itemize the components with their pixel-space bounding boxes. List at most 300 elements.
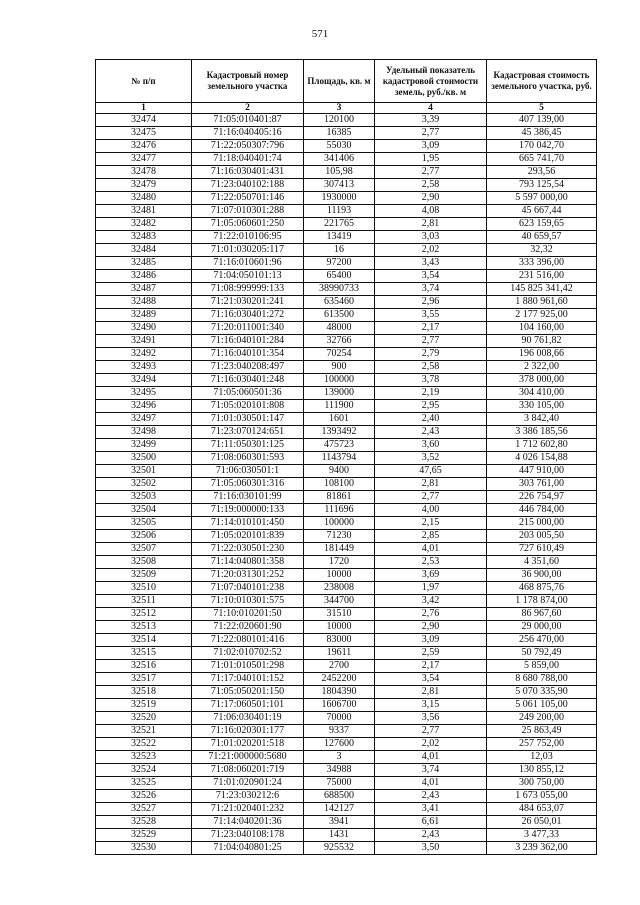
table-row: [96, 504, 597, 517]
cadastral-value-cell: 1 880 961,60: [487, 296, 597, 309]
cadastral-number-cell: 71:14:010101:450: [192, 517, 304, 530]
cadastral-value-cell: 170 042,70: [487, 140, 597, 153]
table-row: [96, 283, 597, 296]
cadastral-value-cell: 145 825 341,42: [487, 283, 597, 296]
table-row: [96, 244, 597, 257]
row-number-cell: 32520: [96, 712, 192, 725]
unit-value-cell: 47,65: [375, 465, 487, 478]
row-number-cell: 32480: [96, 192, 192, 205]
cadastral-value-cell: 257 752,00: [487, 738, 597, 751]
unit-value-cell: 3,42: [375, 595, 487, 608]
unit-value-cell: 2,79: [375, 348, 487, 361]
table-row: [96, 478, 597, 491]
unit-value-cell: 2,58: [375, 179, 487, 192]
unit-value-cell: 2,40: [375, 413, 487, 426]
cadastral-value-cell: 40 659,57: [487, 231, 597, 244]
cadastral-number-cell: 71:01:030501:147: [192, 413, 304, 426]
cadastral-value-cell: 231 516,00: [487, 270, 597, 283]
area-cell: 221765: [304, 218, 375, 231]
unit-value-cell: 6,61: [375, 816, 487, 829]
table-row: [96, 634, 597, 647]
area-cell: 100000: [304, 374, 375, 387]
cadastral-value-cell: 36 900,00: [487, 569, 597, 582]
table-row: [96, 738, 597, 751]
cadastral-number-cell: 71:05:060501:36: [192, 387, 304, 400]
table-row: [96, 595, 597, 608]
area-cell: 1601: [304, 413, 375, 426]
cadastral-number-cell: 71:23:040102:188: [192, 179, 304, 192]
area-cell: 635460: [304, 296, 375, 309]
area-cell: 1606700: [304, 699, 375, 712]
cadastral-number-cell: 71:20:031301:252: [192, 569, 304, 582]
row-number-cell: 32487: [96, 283, 192, 296]
unit-value-cell: 2,85: [375, 530, 487, 543]
unit-value-cell: 2,59: [375, 647, 487, 660]
cadastral-number-cell: 71:08:999999:133: [192, 283, 304, 296]
cadastral-value-cell: 45 667,44: [487, 205, 597, 218]
area-cell: 9400: [304, 465, 375, 478]
row-number-cell: 32528: [96, 816, 192, 829]
unit-value-cell: 3,09: [375, 140, 487, 153]
unit-value-cell: 3,52: [375, 452, 487, 465]
row-number-cell: 32476: [96, 140, 192, 153]
cadastral-value-cell: 330 105,00: [487, 400, 597, 413]
cadastral-value-cell: 3 842,40: [487, 413, 597, 426]
cadastral-value-cell: 3 477,33: [487, 829, 597, 842]
cadastral-value-cell: 130 855,12: [487, 764, 597, 777]
cadastral-number-cell: 71:16:030401:248: [192, 374, 304, 387]
unit-value-cell: 3,74: [375, 283, 487, 296]
cadastral-value-cell: 447 910,00: [487, 465, 597, 478]
table-row: [96, 153, 597, 166]
header-cadastral-value: Кадастровая стоимость земельного участка, руб.: [487, 60, 597, 103]
table-row: [96, 335, 597, 348]
row-number-cell: 32518: [96, 686, 192, 699]
unit-value-cell: 1,97: [375, 582, 487, 595]
table-row: [96, 725, 597, 738]
area-cell: 3941: [304, 816, 375, 829]
table-row: [96, 322, 597, 335]
row-number-cell: 32479: [96, 179, 192, 192]
table-row: [96, 712, 597, 725]
table-row: [96, 569, 597, 582]
cadastral-value-cell: 203 005,50: [487, 530, 597, 543]
area-cell: 34988: [304, 764, 375, 777]
unit-value-cell: 2,53: [375, 556, 487, 569]
cadastral-number-cell: 71:08:060301:593: [192, 452, 304, 465]
cadastral-number-cell: 71:06:030401:19: [192, 712, 304, 725]
cadastral-number-cell: 71:10:010201:50: [192, 608, 304, 621]
area-cell: 2452200: [304, 673, 375, 686]
unit-value-cell: 2,17: [375, 322, 487, 335]
cadastral-number-cell: 71:16:020301:177: [192, 725, 304, 738]
cadastral-number-cell: 71:17:060501:101: [192, 699, 304, 712]
cadastral-number-cell: 71:05:060301:316: [192, 478, 304, 491]
table-row: [96, 413, 597, 426]
row-number-cell: 32491: [96, 335, 192, 348]
table-row: [96, 231, 597, 244]
row-number-cell: 32489: [96, 309, 192, 322]
cadastral-value-cell: 3 386 185,56: [487, 426, 597, 439]
area-cell: 111900: [304, 400, 375, 413]
unit-value-cell: 2,43: [375, 829, 487, 842]
cadastral-number-cell: 71:01:030205:117: [192, 244, 304, 257]
area-cell: 181449: [304, 543, 375, 556]
row-number-cell: 32507: [96, 543, 192, 556]
table-row: [96, 348, 597, 361]
cadastral-value-cell: 215 000,00: [487, 517, 597, 530]
area-cell: 32766: [304, 335, 375, 348]
area-cell: 83000: [304, 634, 375, 647]
header-area: Площадь, кв. м: [304, 60, 375, 103]
cadastral-number-cell: 71:22:030501:230: [192, 543, 304, 556]
cadastral-number-cell: 71:05:010401:87: [192, 114, 304, 127]
table-row: [96, 621, 597, 634]
row-number-cell: 32519: [96, 699, 192, 712]
unit-value-cell: 3,39: [375, 114, 487, 127]
unit-value-cell: 2,90: [375, 621, 487, 634]
cadastral-number-cell: 71:01:020201:518: [192, 738, 304, 751]
area-cell: 307413: [304, 179, 375, 192]
table-row: [96, 582, 597, 595]
unit-value-cell: 3,09: [375, 634, 487, 647]
row-number-cell: 32521: [96, 725, 192, 738]
cadastral-value-cell: 2 177 925,00: [487, 309, 597, 322]
cadastral-number-cell: 71:20:011001:340: [192, 322, 304, 335]
table-row: [96, 790, 597, 803]
area-cell: 55030: [304, 140, 375, 153]
area-cell: 75000: [304, 777, 375, 790]
unit-value-cell: 2,43: [375, 426, 487, 439]
cadastral-number-cell: 71:16:040101:354: [192, 348, 304, 361]
table-row: [96, 816, 597, 829]
cadastral-value-table: [95, 59, 597, 855]
cadastral-number-cell: 71:16:040101:284: [192, 335, 304, 348]
table-row: [96, 777, 597, 790]
area-cell: 613500: [304, 309, 375, 322]
cadastral-value-cell: 4 026 154,88: [487, 452, 597, 465]
table-row: [96, 686, 597, 699]
row-number-cell: 32475: [96, 127, 192, 140]
unit-value-cell: 2,77: [375, 725, 487, 738]
cadastral-number-cell: 71:07:010301:288: [192, 205, 304, 218]
cadastral-number-cell: 71:23:040108:178: [192, 829, 304, 842]
area-cell: 925532: [304, 842, 375, 855]
column-number: 3: [304, 103, 375, 114]
cadastral-number-cell: 71:05:050201:150: [192, 686, 304, 699]
table-row: [96, 439, 597, 452]
cadastral-value-cell: 5 061 105,00: [487, 699, 597, 712]
header-unit-value: Удельный показатель кадастровой стоимости земель, руб./кв. м: [375, 60, 487, 103]
area-cell: 900: [304, 361, 375, 374]
column-number: 5: [487, 103, 597, 114]
area-cell: 1804390: [304, 686, 375, 699]
unit-value-cell: 2,15: [375, 517, 487, 530]
cadastral-value-cell: 1 673 055,00: [487, 790, 597, 803]
cadastral-number-cell: 71:22:080101:416: [192, 634, 304, 647]
area-cell: 13419: [304, 231, 375, 244]
unit-value-cell: 2,76: [375, 608, 487, 621]
area-cell: 688500: [304, 790, 375, 803]
unit-value-cell: 2,96: [375, 296, 487, 309]
row-number-cell: 32517: [96, 673, 192, 686]
area-cell: 2700: [304, 660, 375, 673]
cadastral-value-cell: 484 653,07: [487, 803, 597, 816]
unit-value-cell: 2,95: [375, 400, 487, 413]
row-number-cell: 32524: [96, 764, 192, 777]
cadastral-number-cell: 71:04:050101:13: [192, 270, 304, 283]
table-row: [96, 257, 597, 270]
cadastral-value-cell: 446 784,00: [487, 504, 597, 517]
row-number-cell: 32495: [96, 387, 192, 400]
row-number-cell: 32527: [96, 803, 192, 816]
area-cell: 1143794: [304, 452, 375, 465]
row-number-cell: 32488: [96, 296, 192, 309]
table-row: [96, 218, 597, 231]
page-number: 571: [311, 28, 329, 40]
column-number: 1: [96, 103, 192, 114]
row-number-cell: 32510: [96, 582, 192, 595]
cadastral-number-cell: 71:10:010301:575: [192, 595, 304, 608]
table-row: [96, 543, 597, 556]
area-cell: 38990733: [304, 283, 375, 296]
cadastral-number-cell: 71:06:030501:1: [192, 465, 304, 478]
unit-value-cell: 3,78: [375, 374, 487, 387]
table-row: [96, 517, 597, 530]
row-number-cell: 32493: [96, 361, 192, 374]
table-row: [96, 192, 597, 205]
unit-value-cell: 3,55: [375, 309, 487, 322]
table-row: [96, 829, 597, 842]
row-number-cell: 32485: [96, 257, 192, 270]
unit-value-cell: 3,15: [375, 699, 487, 712]
unit-value-cell: 2,81: [375, 478, 487, 491]
area-cell: 238008: [304, 582, 375, 595]
cadastral-number-cell: 71:16:040405:16: [192, 127, 304, 140]
table-row: [96, 465, 597, 478]
table-row: [96, 491, 597, 504]
cadastral-number-cell: 71:05:020101:839: [192, 530, 304, 543]
unit-value-cell: 2,77: [375, 127, 487, 140]
table-row: [96, 296, 597, 309]
row-number-cell: 32502: [96, 478, 192, 491]
cadastral-value-cell: 50 792,49: [487, 647, 597, 660]
table-row: [96, 309, 597, 322]
row-number-cell: 32484: [96, 244, 192, 257]
cadastral-number-cell: 71:22:050701:146: [192, 192, 304, 205]
area-cell: 111696: [304, 504, 375, 517]
cadastral-number-cell: 71:16:030401:431: [192, 166, 304, 179]
cadastral-number-cell: 71:05:020101:808: [192, 400, 304, 413]
area-cell: 70254: [304, 348, 375, 361]
row-number-cell: 32492: [96, 348, 192, 361]
row-number-cell: 32474: [96, 114, 192, 127]
cadastral-number-cell: 71:22:010106:95: [192, 231, 304, 244]
cadastral-number-cell: 71:21:000000:5680: [192, 751, 304, 764]
cadastral-value-cell: 5 859,00: [487, 660, 597, 673]
row-number-cell: 32497: [96, 413, 192, 426]
cadastral-number-cell: 71:07:040101:238: [192, 582, 304, 595]
row-number-cell: 32481: [96, 205, 192, 218]
unit-value-cell: 4,01: [375, 751, 487, 764]
row-number-cell: 32505: [96, 517, 192, 530]
table-row: [96, 673, 597, 686]
area-cell: 139000: [304, 387, 375, 400]
cadastral-number-cell: 71:21:020401:232: [192, 803, 304, 816]
unit-value-cell: 3,03: [375, 231, 487, 244]
unit-value-cell: 1,95: [375, 153, 487, 166]
area-cell: 3: [304, 751, 375, 764]
cadastral-value-cell: 226 754,97: [487, 491, 597, 504]
cadastral-number-cell: 71:04:040801:25: [192, 842, 304, 855]
cadastral-value-cell: 727 610,49: [487, 543, 597, 556]
cadastral-value-cell: 2 322,00: [487, 361, 597, 374]
column-number: 4: [375, 103, 487, 114]
row-number-cell: 32512: [96, 608, 192, 621]
unit-value-cell: 2,81: [375, 218, 487, 231]
unit-value-cell: 4,00: [375, 504, 487, 517]
table-row: [96, 530, 597, 543]
row-number-cell: 32482: [96, 218, 192, 231]
unit-value-cell: 2,02: [375, 244, 487, 257]
cadastral-number-cell: 71:22:050307:796: [192, 140, 304, 153]
table-row: [96, 751, 597, 764]
table-row: [96, 205, 597, 218]
area-cell: 81861: [304, 491, 375, 504]
unit-value-cell: 2,02: [375, 738, 487, 751]
area-cell: 1930000: [304, 192, 375, 205]
table-row: [96, 179, 597, 192]
row-number-cell: 32523: [96, 751, 192, 764]
unit-value-cell: 3,54: [375, 270, 487, 283]
row-number-cell: 32526: [96, 790, 192, 803]
unit-value-cell: 2,90: [375, 192, 487, 205]
area-cell: 120100: [304, 114, 375, 127]
unit-value-cell: 3,54: [375, 673, 487, 686]
table-row: [96, 400, 597, 413]
cadastral-value-cell: 303 761,00: [487, 478, 597, 491]
table-row: [96, 114, 597, 127]
cadastral-value-cell: 468 875,76: [487, 582, 597, 595]
cadastral-value-cell: 793 125,54: [487, 179, 597, 192]
cadastral-number-cell: 71:16:030401:272: [192, 309, 304, 322]
table-body: [96, 114, 597, 855]
cadastral-value-cell: 378 000,00: [487, 374, 597, 387]
table-row: [96, 361, 597, 374]
table-row: [96, 426, 597, 439]
cadastral-number-cell: 71:02:010702:52: [192, 647, 304, 660]
row-number-cell: 32508: [96, 556, 192, 569]
unit-value-cell: 2,43: [375, 790, 487, 803]
unit-value-cell: 2,58: [375, 361, 487, 374]
header-cadastral-number: Кадастровый номер земельного участка: [192, 60, 304, 103]
unit-value-cell: 3,50: [375, 842, 487, 855]
column-number: 2: [192, 103, 304, 114]
table-row: [96, 270, 597, 283]
row-number-cell: 32477: [96, 153, 192, 166]
cadastral-value-cell: 45 386,45: [487, 127, 597, 140]
cadastral-value-cell: 1 712 602,80: [487, 439, 597, 452]
unit-value-cell: 3,56: [375, 712, 487, 725]
row-number-cell: 32515: [96, 647, 192, 660]
row-number-cell: 32486: [96, 270, 192, 283]
area-cell: 71230: [304, 530, 375, 543]
table-row: [96, 387, 597, 400]
row-number-cell: 32504: [96, 504, 192, 517]
unit-value-cell: 2,19: [375, 387, 487, 400]
row-number-cell: 32498: [96, 426, 192, 439]
cadastral-value-cell: 249 200,00: [487, 712, 597, 725]
area-cell: 19611: [304, 647, 375, 660]
area-cell: 10000: [304, 569, 375, 582]
area-cell: 344700: [304, 595, 375, 608]
row-number-cell: 32483: [96, 231, 192, 244]
row-number-cell: 32503: [96, 491, 192, 504]
area-cell: 475723: [304, 439, 375, 452]
header-row-number: № п/п: [96, 60, 192, 103]
table-row: [96, 374, 597, 387]
table-row: [96, 556, 597, 569]
cadastral-value-cell: 29 000,00: [487, 621, 597, 634]
cadastral-value-cell: 256 470,00: [487, 634, 597, 647]
table-row: [96, 608, 597, 621]
table-row: [96, 166, 597, 179]
table-row: [96, 699, 597, 712]
cadastral-number-cell: 71:19:000000:133: [192, 504, 304, 517]
column-number-row: [96, 103, 597, 114]
row-number-cell: 32509: [96, 569, 192, 582]
row-number-cell: 32514: [96, 634, 192, 647]
area-cell: 97200: [304, 257, 375, 270]
cadastral-value-cell: 25 863,49: [487, 725, 597, 738]
row-number-cell: 32525: [96, 777, 192, 790]
row-number-cell: 32496: [96, 400, 192, 413]
row-number-cell: 32513: [96, 621, 192, 634]
table-row: [96, 127, 597, 140]
cadastral-value-cell: 196 008,66: [487, 348, 597, 361]
cadastral-value-cell: 304 410,00: [487, 387, 597, 400]
table-row: [96, 647, 597, 660]
row-number-cell: 32516: [96, 660, 192, 673]
cadastral-value-cell: 12,03: [487, 751, 597, 764]
cadastral-value-cell: 407 139,00: [487, 114, 597, 127]
unit-value-cell: 2,17: [375, 660, 487, 673]
area-cell: 11193: [304, 205, 375, 218]
table-row: [96, 140, 597, 153]
cadastral-number-cell: 71:08:060201:719: [192, 764, 304, 777]
row-number-cell: 32522: [96, 738, 192, 751]
cadastral-value-cell: 26 050,01: [487, 816, 597, 829]
area-cell: 65400: [304, 270, 375, 283]
cadastral-value-cell: 32,32: [487, 244, 597, 257]
table-row: [96, 803, 597, 816]
row-number-cell: 32511: [96, 595, 192, 608]
row-number-cell: 32494: [96, 374, 192, 387]
cadastral-number-cell: 71:21:030201:241: [192, 296, 304, 309]
cadastral-value-cell: 104 160,00: [487, 322, 597, 335]
row-number-cell: 32529: [96, 829, 192, 842]
cadastral-value-cell: 5 597 000,00: [487, 192, 597, 205]
unit-value-cell: 2,77: [375, 335, 487, 348]
cadastral-number-cell: 71:18:040401:74: [192, 153, 304, 166]
unit-value-cell: 4,01: [375, 777, 487, 790]
cadastral-value-cell: 300 750,00: [487, 777, 597, 790]
area-cell: 31510: [304, 608, 375, 621]
cadastral-value-cell: 3 239 362,00: [487, 842, 597, 855]
cadastral-number-cell: 71:23:030212:6: [192, 790, 304, 803]
cadastral-value-cell: 86 967,60: [487, 608, 597, 621]
row-number-cell: 32490: [96, 322, 192, 335]
